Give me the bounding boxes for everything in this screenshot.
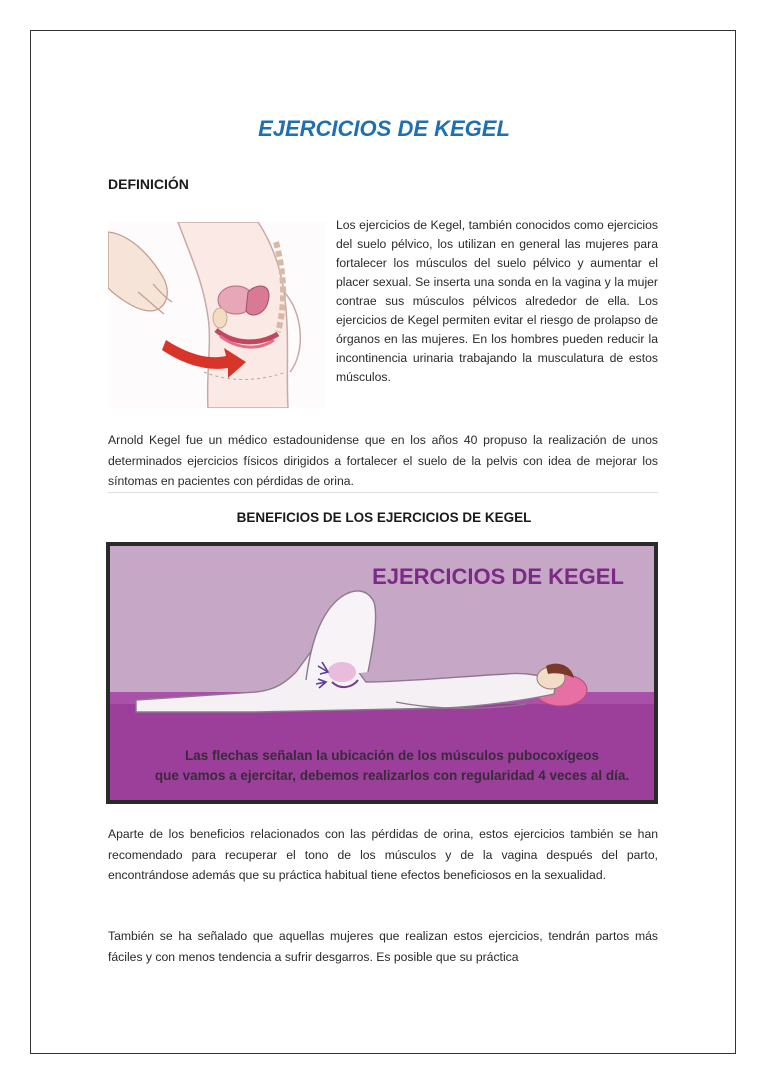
benefits-heading: BENEFICIOS DE LOS EJERCICIOS DE KEGEL <box>236 510 532 525</box>
banner-caption-line2: que vamos a ejercitar, debemos realizarlos con regularidad 4 veces al día. <box>154 768 630 783</box>
banner-caption-line1: Las flechas señalan la ubicación de los músculos pubocoxígeos <box>184 748 600 763</box>
childbirth-paragraph: También se ha señalado que aquellas mujeres que realizan estos ejercicios, tendrán partos más fáciles y con menos tendencia a sufrir desgarros. Es posible que su práctica <box>108 929 658 964</box>
kegel-exercise-banner <box>106 542 658 804</box>
document-title: EJERCICIOS DE KEGEL <box>258 116 510 141</box>
history-paragraph: Arnold Kegel fue un médico estadounidense que en los años 40 propuso la realización de unos determinados ejercicios físicos dirigidos a fortalecer el suelo de la pelvis con idea de mejorar los síntomas en pacientes con pérdidas de orina. <box>108 433 658 488</box>
pelvic-anatomy-illustration <box>108 222 326 408</box>
benefits-paragraph: Aparte de los beneficios relacionados con las pérdidas de orina, estos ejercicios también se han recomendado para recuperar el tono de los músculos y de la vagina después del parto, encontrándose además que su práctica habitual tiene efectos beneficiosos en la sexualidad. <box>108 827 658 882</box>
banner-title: EJERCICIOS DE KEGEL <box>372 564 624 589</box>
definition-heading: DEFINICIÓN <box>108 176 189 192</box>
section-divider <box>108 492 658 493</box>
definition-paragraph: Los ejercicios de Kegel, también conocidos como ejercicios del suelo pélvico, los utilizan en general las mujeres para fortalecer los músculos del suelo pélvico y aumentar el placer sexual. Se inserta una sonda en la vagina y la mujer contrae sus músculos pélvicos alrededor de ella. Los ejercicios de Kegel permiten evitar el riesgo de prolapso de órganos en las mujeres. En los hombres pueden reducir la incontinencia urinaria trabajando la musculatura de estos músculos. <box>336 218 658 384</box>
